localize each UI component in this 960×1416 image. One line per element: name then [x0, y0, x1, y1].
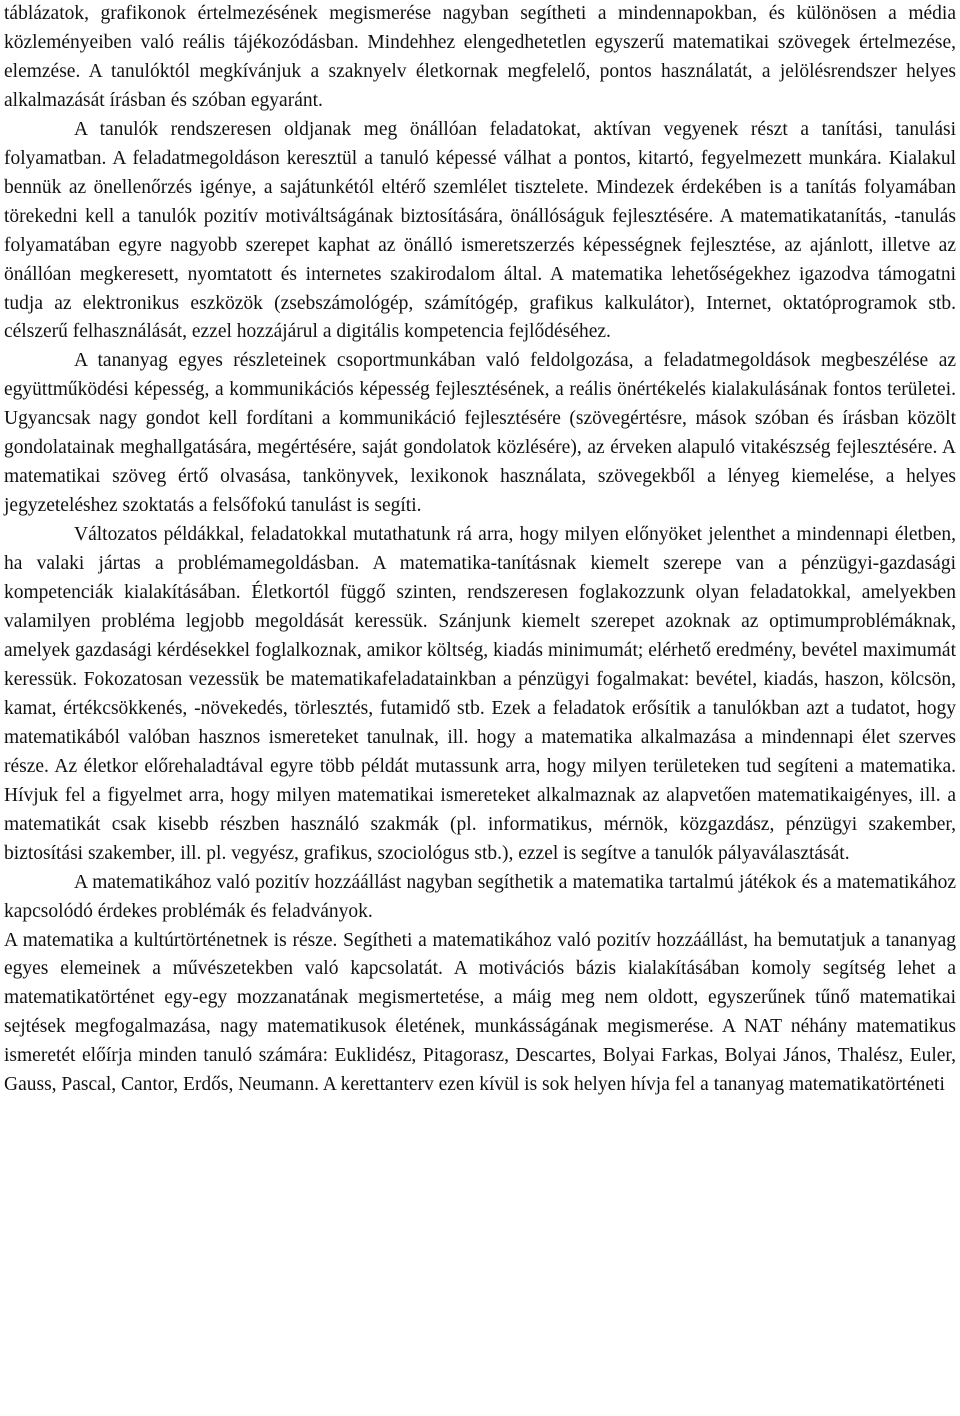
paragraph-6: A matematika a kultúrtörténetnek is része. Segítheti a matematikához való pozitív hozzáállást, ha bemutatjuk a tananyag egyes elemeinek a művészetekben való kapcsolatát. A motivációs bázis kialakításában komoly segítség lehet a matematikatörténet egy-egy mozzanatának megismertetése, a máig meg nem oldott, egyszerűnek tűnő matematikai sejtések megfogalmazása, nagy matematikusok életének, munkásságának megismerése. A NAT néhány matematikus ismeretét előírja minden tanuló számára: Euklidész, Pitagorasz, Descartes, Bolyai Farkas, Bolyai János, Thalész, Euler, Gauss, Pascal, Cantor, Erdős, Neumann. A kerettanterv ezen kívül is sok helyen hívja fel a tananyag matematikatörténeti — [4, 929, 956, 1096]
paragraph-3: A tananyag egyes részleteinek csoportmunkában való feldolgozása, a feladatmegoldások megbeszélése az együttműködési képesség, a kommunikációs képesség fejlesztésének, a reális önértékelés kialakulásának fontos területei. Ugyancsak nagy gondot kell fordítani a kommunikáció fejlesztésére (szövegértésre, mások szóban és írásban közölt gondolatainak meghallgatására, megértésére, saját gondolatok közlésére), az érveken alapuló vitakészség fejlesztésére. A matematikai szöveg értő olvasása, tankönyvek, lexikonok használata, szövegekből a lényeg kiemelése, a helyes jegyzeteléshez szoktatás a felsőfokú tanulást is segíti. — [4, 350, 956, 517]
paragraph-1: táblázatok, grafikonok értelmezésének megismerése nagyban segítheti a mindennapokban, és különösen a média közleményeiben való reális tájékozódásban. Mindehhez elengedhetetlen egyszerű matematikai szövegek értelmezése, elemzése. A tanulóktól megkívánjuk a szaknyelv életkornak megfelelő, pontos használatát, a jelölésrendszer helyes alkalmazását írásban és szóban egyaránt. — [4, 3, 956, 111]
paragraph-5: A matematikához való pozitív hozzáállást nagyban segíthetik a matematika tartalmú játékok és a matematikához kapcsolódó érdekes problémák és feladványok. — [4, 871, 956, 922]
paragraph-4: Változatos példákkal, feladatokkal mutathatunk rá arra, hogy milyen előnyöket jelenthet a mindennapi életben, ha valaki jártas a problémamegoldásban. A matematika-tanításnak kiemelt szerepe van a pénzügyi-gazdasági kompetenciák kialakításában. Életkortól függő szinten, rendszeresen foglakozzunk olyan feladatokkal, amelyekben valamilyen probléma legjobb megoldását keressük. Szánjunk kiemelt szerepet azoknak az optimumproblémáknak, amelyek gazdasági kérdésekkel foglalkoznak, amikor költség, kiadás minimumát; elérhető eredmény, bevétel maximumát keressük. Fokozatosan vezessük be matematikafeladatainkban a pénzügyi fogalmakat: bevétel, kiadás, haszon, kölcsön, kamat, értékcsökkenés, -növekedés, törlesztés, futamidő stb. Ezek a feladatok erősítik a tanulókban azt a tudatot, hogy matematikából valóban hasznos ismereteket tanulnak, ill. hogy a matematika alkalmazása a mindennapi élet szerves része. Az életkor előrehaladtával egyre több példát mutassunk arra, hogy milyen területeken tud segíteni a matematika. Hívjuk fel a figyelmet arra, hogy milyen matematikai ismereteket alkalmaznak az alapvetően matematikaigényes, ill. a matematikát csak kisebb részben használó szakmák (pl. informatikus, mérnök, közgazdász, pénzügyi szakember, biztosítási szakember, ill. pl. vegyész, grafikus, szociológus stb.), ezzel is segítve a tanulók pályaválasztását. — [4, 524, 956, 864]
document-page — [4, 0, 956, 1100]
paragraph-2: A tanulók rendszeresen oldjanak meg önállóan feladatokat, aktívan vegyenek részt a tanítási, tanulási folyamatban. A feladatmegoldáson keresztül a tanuló képessé válhat a pontos, kitartó, fegyelmezett munkára. Kialakul bennük az önellenőrzés igénye, a sajátunkétól eltérő szemlélet tisztelete. Mindezek érdekében is a tanítás folyamában törekedni kell a tanulók pozitív motiváltságának biztosítására, önállóságuk fejlesztésére. A matematikatanítás, -tanulás folyamatában egyre nagyobb szerepet kaphat az önálló ismeretszerzés képességnek fejlesztése, az ajánlott, illetve az önállóan megkeresett, nyomtatott és internetes szakirodalom által. A matematika lehetőségekhez igazodva támogatni tudja az elektronikus eszközök (zsebszámológép, számítógép, grafikus kalkulátor), Internet, oktatóprogramok stb. célszerű felhasználását, ezzel hozzájárul a digitális kompetencia fejlődéséhez. — [4, 118, 956, 343]
